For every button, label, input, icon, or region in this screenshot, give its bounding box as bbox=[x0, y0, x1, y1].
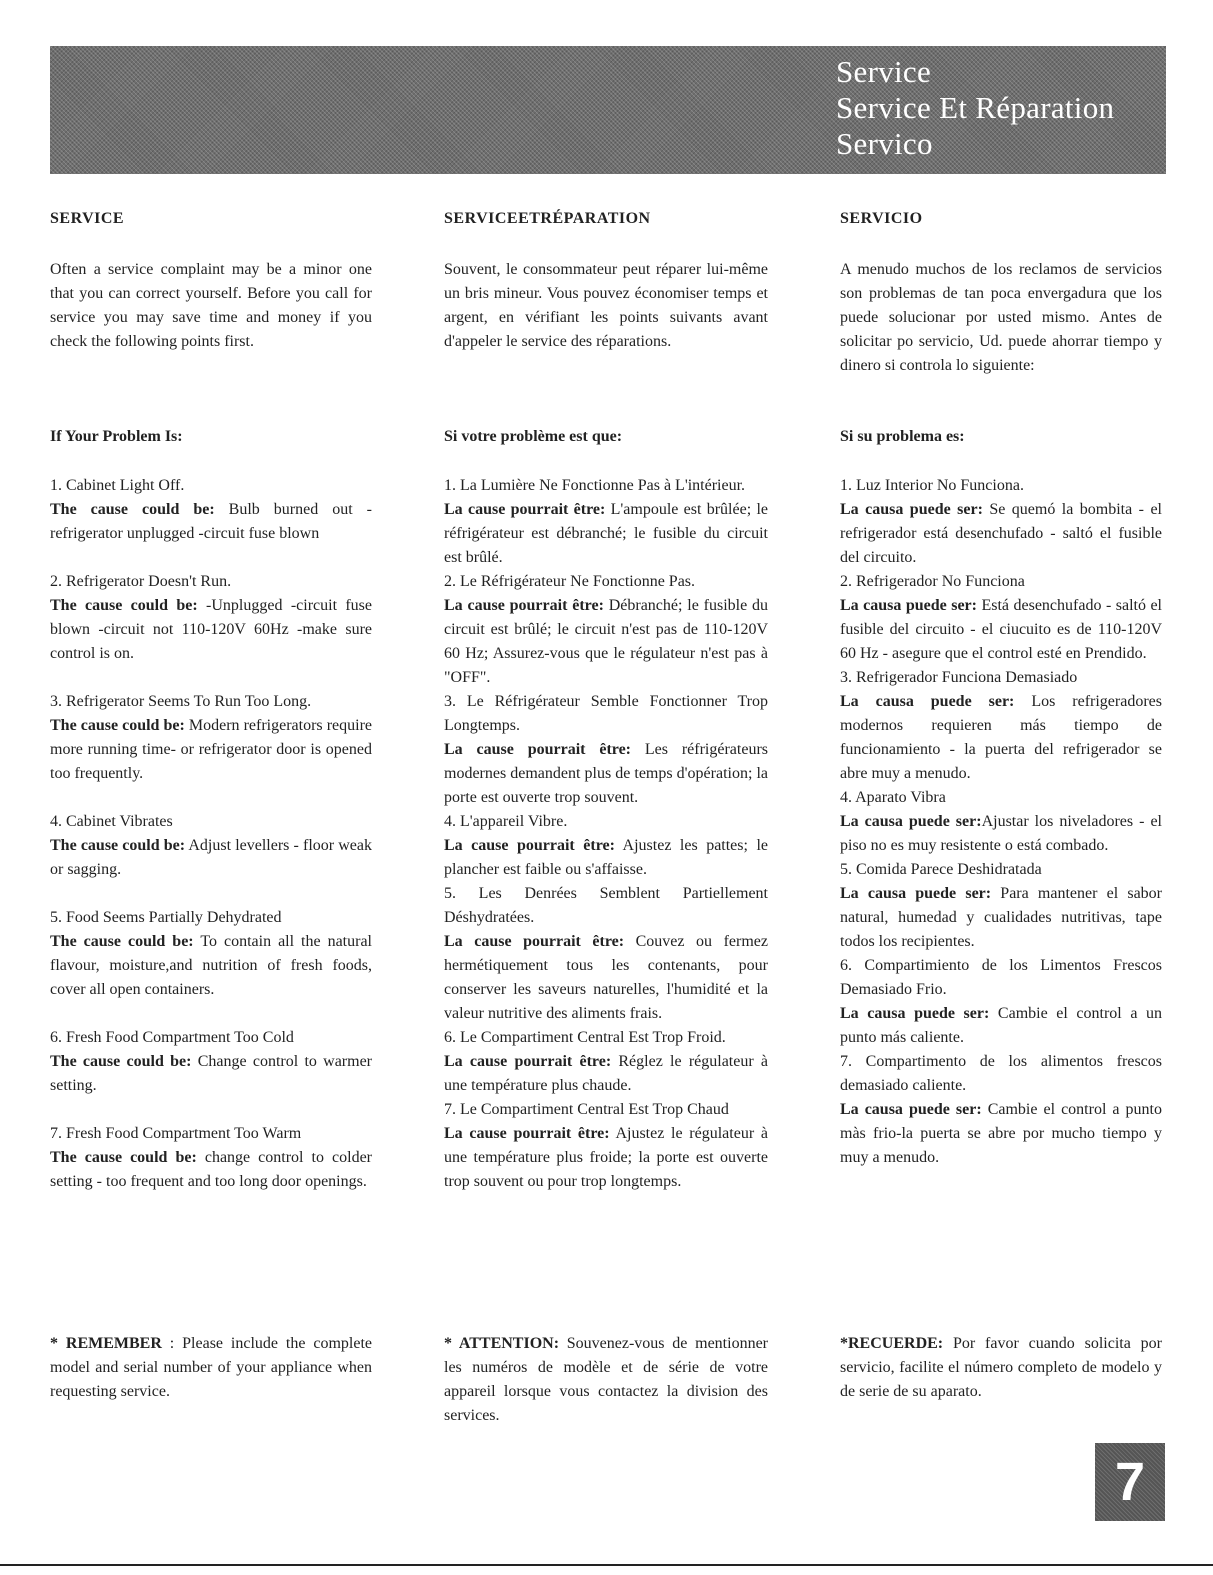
cause-label: La causa puede ser: bbox=[840, 1101, 982, 1118]
intro-paragraph: Often a service complaint may be a minor one that you can correct yourself. Before you call for service you may save time and money if you check the following points first. bbox=[50, 261, 372, 350]
cause-label: The cause could be: bbox=[50, 1053, 192, 1070]
problem-title: 7. Compartimento de los alimentos frescos demasiado caliente. bbox=[840, 1053, 1162, 1094]
cause-text: Bulb burned out - refrigerator unplugged -circuit fuse blown bbox=[50, 501, 372, 542]
banner-titles bbox=[836, 54, 1114, 162]
cause-text: To contain all the natural flavour, moisture,and nutrition of fresh foods, cover all open containers. bbox=[50, 933, 373, 998]
cause-label: La cause pourrait être: bbox=[444, 837, 615, 854]
cause-text: Para mantener el sabor natural, humedad y cualidades nutritivas, tape todos los recipientes. bbox=[840, 885, 1162, 950]
problem-item bbox=[444, 1098, 768, 1194]
remember-text: : Please include the complete model and serial number of your appliance when requesting service. bbox=[50, 1335, 372, 1400]
problem-title: 1. Cabinet Light Off. bbox=[50, 477, 185, 494]
cause-text: Cambie el control a un punto más caliente. bbox=[840, 1005, 1163, 1046]
problem-title: 6. Fresh Food Compartment Too Cold bbox=[50, 1029, 294, 1046]
cause-text: Réglez le régulateur à une température plus chaude. bbox=[444, 1053, 769, 1094]
problem-title: 2. Le Réfrigérateur Ne Fonctionne Pas. bbox=[444, 573, 696, 590]
problem-list bbox=[50, 474, 372, 1218]
problem-list bbox=[840, 474, 1162, 1170]
problem-item bbox=[840, 858, 1162, 954]
cause-label: The cause could be: bbox=[50, 717, 185, 734]
column-heading: SERVICE bbox=[50, 210, 125, 227]
cause-label: La causa puede ser: bbox=[840, 885, 992, 902]
cause-text: L'ampoule est brûlée; le réfrigérateur est débranché; le fusible du circuit est brûlé. bbox=[444, 501, 768, 566]
remember-label: *RECUERDE: bbox=[840, 1335, 944, 1352]
cause-text: Les réfrigérateurs modernes demandent plus de temps d'opération; la porte est ouverte trop souvent. bbox=[444, 741, 768, 806]
cause-text: Change control to warmer setting. bbox=[50, 1053, 373, 1094]
cause-text: Está desenchufado - saltó el fusible del circuito - el ciucuito es de 110-120V 60 Hz - asegure que el control esté en Prendido. bbox=[840, 597, 1162, 662]
cause-text: Modern refrigerators require more running time- or refrigerator door is opened too frequently. bbox=[50, 717, 373, 782]
problem-title: 6. Le Compartiment Central Est Trop Froid. bbox=[444, 1029, 726, 1046]
cause-label: La causa puede ser: bbox=[840, 597, 977, 614]
column-heading: SERVICEETRÉPARATION bbox=[444, 210, 651, 227]
problem-heading: Si votre problème est que: bbox=[444, 428, 623, 445]
remember-text: Por favor cuando solicita por servicio, facilite el número completo de modelo y de serie de su aparato. bbox=[840, 1335, 1162, 1400]
cause-text: Couvez ou fermez hermétiquement tous les contenants, pour conserver les saveurs naturelles, l'humidité et la valeur nutritive des aliments frais. bbox=[444, 933, 768, 1022]
problem-title: 5. Les Denrées Semblent Partiellement Déshydratées. bbox=[444, 885, 768, 926]
cause-text: Los refrigeradores modernos requieren más tiempo de funcionamiento - la puerta del refrigerador se abre muy a menudo. bbox=[840, 693, 1162, 782]
problem-item bbox=[50, 570, 372, 666]
problem-list bbox=[444, 474, 768, 1194]
problem-title: 4. Aparato Vibra bbox=[840, 789, 946, 806]
problem-item bbox=[840, 1050, 1162, 1170]
remember-note bbox=[444, 1332, 768, 1428]
cause-label: La causa puede ser: bbox=[840, 1005, 990, 1022]
banner-title-french: Service Et Réparation bbox=[836, 90, 1115, 125]
remember-note bbox=[840, 1332, 1162, 1404]
problem-item bbox=[50, 810, 372, 882]
banner-title-spanish: Servico bbox=[836, 126, 933, 161]
problem-item bbox=[840, 570, 1162, 666]
problem-title: 5. Food Seems Partially Dehydrated bbox=[50, 909, 282, 926]
page-number: 7 bbox=[1095, 1443, 1165, 1521]
problem-heading: If Your Problem Is: bbox=[50, 428, 183, 445]
cause-text: Adjust levellers - floor weak or sagging. bbox=[50, 837, 373, 878]
remember-label: * ATTENTION: bbox=[444, 1335, 560, 1352]
cause-label: La causa puede ser: bbox=[840, 693, 1015, 710]
cause-label: La causa puede ser: bbox=[840, 501, 983, 518]
problem-title: 3. Refrigerador Funciona Demasiado bbox=[840, 669, 1078, 686]
problem-item bbox=[840, 666, 1162, 786]
cause-text: Ajustez le régulateur à une température plus froide; la porte est ouverte trop souvent ou pour trop longtemps. bbox=[444, 1125, 768, 1190]
problem-item bbox=[444, 882, 768, 1026]
problem-item bbox=[50, 1122, 372, 1194]
english-column bbox=[50, 210, 372, 1510]
cause-label: La cause pourrait être: bbox=[444, 501, 606, 518]
problem-title: 5. Comida Parece Deshidratada bbox=[840, 861, 1042, 878]
intro-paragraph: A menudo muchos de los reclamos de servicios son problemas de tan poca envergadura que los puede solucionar por usted mismo. Antes de solicitar po servicio, Ud. puede ahorrar tiempo y dinero si controla lo siguiente: bbox=[840, 261, 1162, 374]
problem-title: 3. Refrigerator Seems To Run Too Long. bbox=[50, 693, 312, 710]
problem-title: 4. Cabinet Vibrates bbox=[50, 813, 173, 830]
problem-item bbox=[444, 810, 768, 882]
problem-item bbox=[50, 474, 372, 546]
cause-label: The cause could be: bbox=[50, 1149, 197, 1166]
problem-title: 1. Luz Interior No Funciona. bbox=[840, 477, 1024, 494]
cause-label: La cause pourrait être: bbox=[444, 597, 604, 614]
problem-title: 7. Fresh Food Compartment Too Warm bbox=[50, 1125, 302, 1142]
cause-text: Ajustez les pattes; le plancher est faible ou s'affaisse. bbox=[444, 837, 768, 878]
cause-label: La causa puede ser: bbox=[840, 813, 982, 830]
french-column bbox=[444, 210, 768, 1510]
intro-paragraph: Souvent, le consommateur peut réparer lui-même un bris mineur. Vous pouvez économiser temps et argent, en vérifiant les points suivants avant d'appeler le service des réparations. bbox=[444, 261, 768, 350]
cause-label: La cause pourrait être: bbox=[444, 1125, 610, 1142]
cause-text: Cambie el control a punto màs frio-la puerta se abre por mucho tiempo y muy a menudo. bbox=[840, 1101, 1162, 1166]
problem-title: 1. La Lumière Ne Fonctionne Pas à L'intérieur. bbox=[444, 477, 746, 494]
problem-heading: Si su problema es: bbox=[840, 428, 965, 445]
problem-title: 6. Compartimiento de los Limentos Frescos Demasiado Frio. bbox=[840, 957, 1162, 998]
cause-label: The cause could be: bbox=[50, 837, 186, 854]
problem-item bbox=[840, 474, 1162, 570]
problem-item bbox=[444, 474, 768, 570]
problem-title: 7. Le Compartiment Central Est Trop Chaud bbox=[444, 1101, 729, 1118]
remember-note bbox=[50, 1332, 372, 1404]
problem-title: 2. Refrigerador No Funciona bbox=[840, 573, 1025, 590]
cause-label: The cause could be: bbox=[50, 597, 198, 614]
cause-text: -Unplugged -circuit fuse blown -circuit not 110-120V 60Hz -make sure control is on. bbox=[50, 597, 373, 662]
cause-label: La cause pourrait être: bbox=[444, 933, 625, 950]
problem-title: 2. Refrigerator Doesn't Run. bbox=[50, 573, 232, 590]
problem-item bbox=[840, 786, 1162, 858]
cause-label: The cause could be: bbox=[50, 933, 194, 950]
column-heading: SERVICIO bbox=[840, 210, 923, 227]
cause-label: La cause pourrait être: bbox=[444, 1053, 612, 1070]
cause-text: Se quemó la bombita - el refrigerador está desenchufado - saltó el fusible del circuito. bbox=[840, 501, 1163, 566]
banner-title-english: Service bbox=[836, 54, 932, 89]
cause-text: change control to colder setting - too frequent and too long door openings. bbox=[50, 1149, 373, 1190]
cause-text: Débranché; le fusible du circuit est brûlé; le circuit n'est pas de 110-120V 60 Hz; Assurez-vous que le régulateur n'est pas à "OFF". bbox=[444, 597, 769, 686]
remember-label: * REMEMBER bbox=[50, 1335, 162, 1352]
problem-item bbox=[444, 690, 768, 810]
problem-item bbox=[444, 570, 768, 690]
problem-item bbox=[50, 690, 372, 786]
problem-item bbox=[50, 906, 372, 1002]
spanish-column bbox=[840, 210, 1162, 1510]
remember-text: Souvenez-vous de mentionner les numéros de modèle et de série de votre appareil lorsque vous contactez la division des services. bbox=[444, 1335, 768, 1424]
cause-text: Ajustar los niveladores - el piso no es muy resistente o está combado. bbox=[840, 813, 1162, 854]
cause-label: La cause pourrait être: bbox=[444, 741, 632, 758]
bottom-divider bbox=[0, 1564, 1213, 1566]
problem-title: 4. L'appareil Vibre. bbox=[444, 813, 568, 830]
problem-item bbox=[444, 1026, 768, 1098]
cause-label: The cause could be: bbox=[50, 501, 215, 518]
problem-item bbox=[840, 954, 1162, 1050]
problem-item bbox=[50, 1026, 372, 1098]
problem-title: 3. Le Réfrigérateur Semble Fonctionner Trop Longtemps. bbox=[444, 693, 768, 734]
